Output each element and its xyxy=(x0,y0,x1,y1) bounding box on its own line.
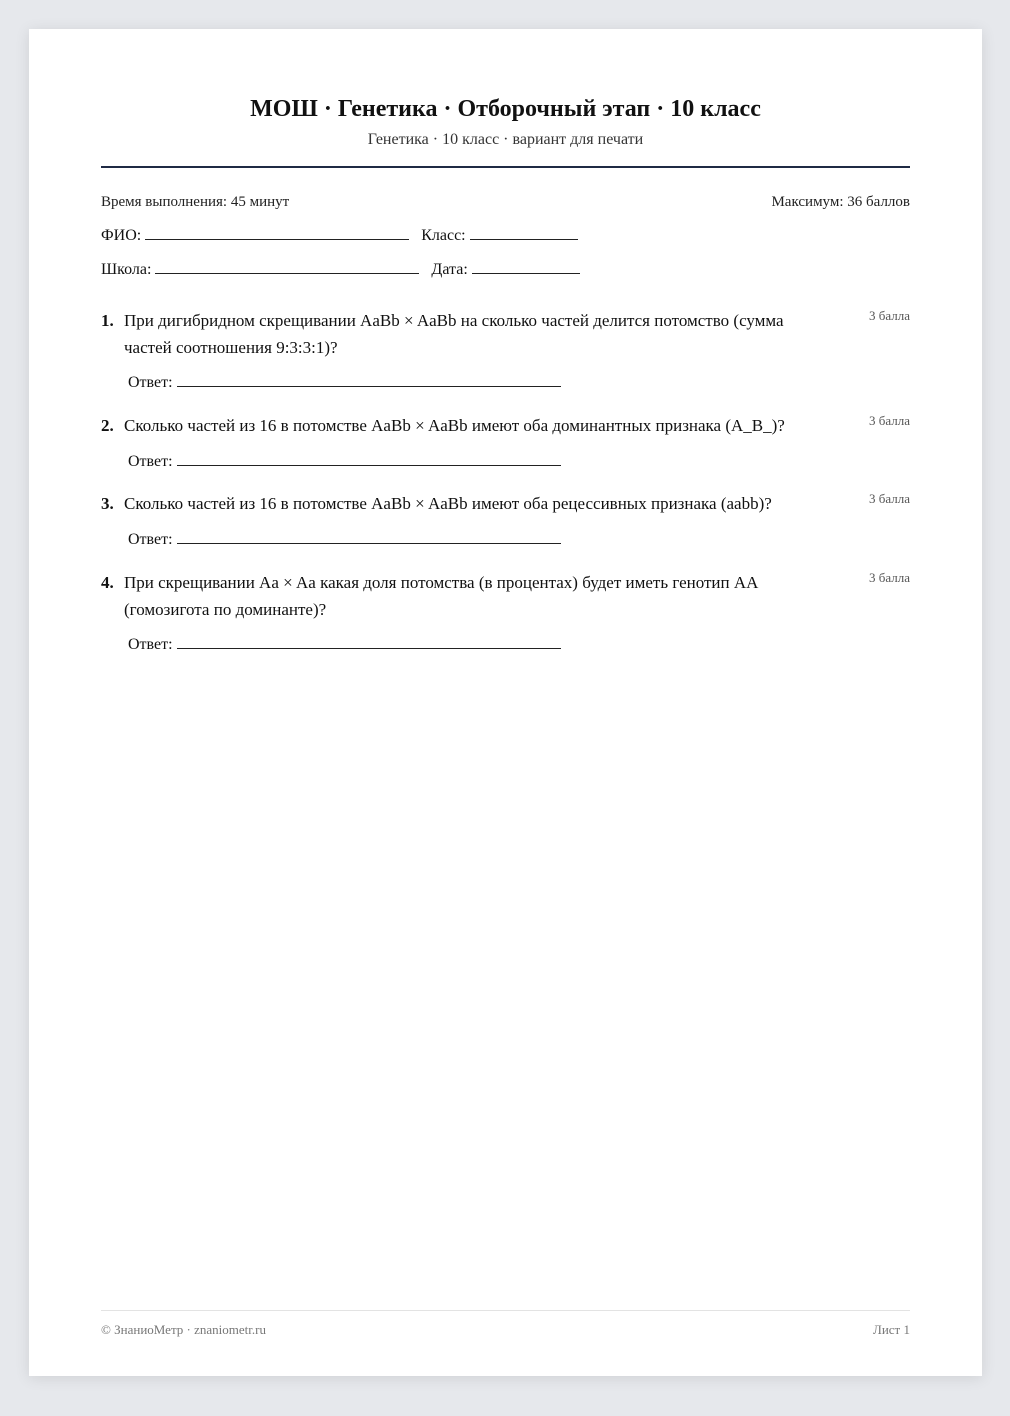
answer-row xyxy=(128,372,561,393)
question-number: 4. xyxy=(101,573,114,592)
worksheet-page xyxy=(29,29,982,1376)
question-points: 3 балла xyxy=(869,413,910,428)
name-class-row xyxy=(101,225,578,246)
fio-label: ФИО: xyxy=(101,227,142,244)
question-number: 1. xyxy=(101,311,114,330)
question-text: Сколько частей из 16 в потомстве AaBb × AaBb имеют оба доминантных признака (A_B_)? xyxy=(124,416,785,435)
page-subtitle: Генетика · 10 класс · вариант для печати xyxy=(367,131,644,148)
answer-field[interactable] xyxy=(177,372,561,387)
footer-copyright: © ЗнаниоМетр · znaniometr.ru xyxy=(101,1322,266,1337)
question-points: 3 балла xyxy=(869,308,910,323)
answer-field[interactable] xyxy=(177,634,561,649)
question-text: При дигибридном скрещивании AaBb × AaBb на сколько частей делится потомство (сумма частей соотношения 9:3:3:1)? xyxy=(124,311,784,357)
class-field[interactable] xyxy=(470,225,578,240)
header-divider xyxy=(101,166,910,168)
answer-label: Ответ: xyxy=(128,374,173,391)
answer-row xyxy=(128,529,561,550)
school-field[interactable] xyxy=(155,259,419,274)
question-number: 2. xyxy=(101,416,114,435)
school-label: Школа: xyxy=(101,261,152,278)
class-label: Класс: xyxy=(421,227,466,244)
question-text: При скрещивании Aa × Aa какая доля потомства (в процентах) будет иметь генотип AA (гомозигота по доминанте)? xyxy=(124,573,758,619)
page-footer xyxy=(101,1321,910,1339)
answer-label: Ответ: xyxy=(128,636,173,653)
date-field[interactable] xyxy=(472,259,580,274)
answer-row xyxy=(128,634,561,655)
question-number: 3. xyxy=(101,494,114,513)
question-text: Сколько частей из 16 в потомстве AaBb × AaBb имеют оба рецессивных признака (aabb)? xyxy=(124,494,772,513)
fio-field[interactable] xyxy=(145,225,409,240)
footer-divider xyxy=(101,1310,910,1311)
answer-label: Ответ: xyxy=(128,453,173,470)
meta-row xyxy=(101,192,910,212)
answer-field[interactable] xyxy=(177,529,561,544)
answer-field[interactable] xyxy=(177,451,561,466)
max-score: Максимум: 36 баллов xyxy=(771,194,910,210)
time-limit: Время выполнения: 45 минут xyxy=(101,194,290,210)
page-title: МОШ · Генетика · Отборочный этап · 10 класс xyxy=(250,96,761,122)
answer-label: Ответ: xyxy=(128,531,173,548)
question-points: 3 балла xyxy=(869,570,910,585)
question-points: 3 балла xyxy=(869,491,910,506)
date-label: Дата: xyxy=(431,261,468,278)
answer-row xyxy=(128,451,561,472)
page-number: Лист 1 xyxy=(873,1322,910,1337)
school-date-row xyxy=(101,259,580,280)
